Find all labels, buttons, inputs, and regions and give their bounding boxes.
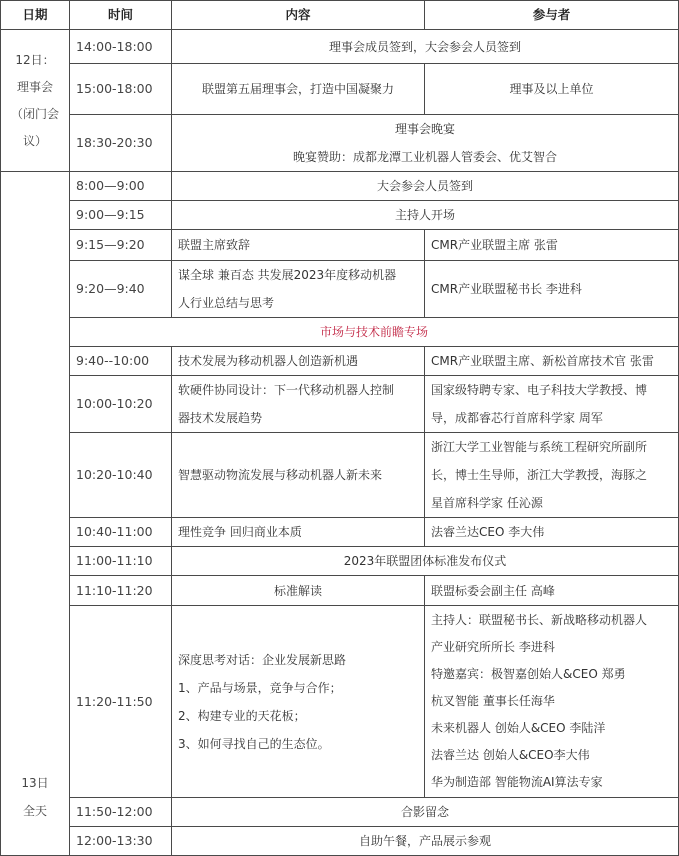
table-row bbox=[1, 172, 679, 201]
participants-cell bbox=[425, 376, 679, 433]
header-row bbox=[1, 1, 679, 30]
header-date: 日期 bbox=[1, 1, 70, 30]
content-cell: 联盟主席致辞 bbox=[172, 230, 425, 261]
content-line: 人行业总结与思考 bbox=[178, 296, 275, 310]
date-line: 议） bbox=[22, 133, 47, 148]
time-cell: 12:00-13:30 bbox=[70, 827, 172, 856]
content-cell: 合影留念 bbox=[172, 798, 679, 827]
table-row bbox=[1, 64, 679, 115]
table-row bbox=[1, 347, 679, 376]
participants-line: 特邀嘉宾：极智嘉创始人&CEO 郑勇 bbox=[431, 667, 626, 681]
participants-cell bbox=[425, 433, 679, 518]
content-cell bbox=[172, 115, 679, 172]
time-cell: 11:20-11:50 bbox=[70, 606, 172, 798]
content-line: 软硬件协同设计：下一代移动机器人控制 bbox=[178, 383, 395, 397]
table-row bbox=[1, 376, 679, 433]
table-row bbox=[1, 518, 679, 547]
participants-cell: CMR产业联盟主席 张雷 bbox=[425, 230, 679, 261]
section-row bbox=[1, 318, 679, 347]
participants-line: 导，成都睿芯行首席科学家 周军 bbox=[431, 411, 603, 425]
participants-cell: 理事及以上单位 bbox=[425, 64, 679, 115]
content-cell: 标准解读 bbox=[172, 576, 425, 606]
content-cell bbox=[172, 261, 425, 318]
time-cell: 15:00-18:00 bbox=[70, 64, 172, 115]
time-cell: 14:00-18:00 bbox=[70, 30, 172, 64]
time-cell: 8:00—9:00 bbox=[70, 172, 172, 201]
participants-line: 星首席科学家 任沁源 bbox=[431, 496, 543, 510]
content-cell: 理性竞争 回归商业本质 bbox=[172, 518, 425, 547]
time-cell: 9:40--10:00 bbox=[70, 347, 172, 376]
participants-line: 杭叉智能 董事长任海华 bbox=[431, 694, 555, 708]
participants-line: 国家级特聘专家、电子科技大学教授、博 bbox=[431, 383, 648, 397]
section-title: 市场与技术前瞻专场 bbox=[70, 318, 679, 347]
participants-cell: CMR产业联盟主席、新松首席技术官 张雷 bbox=[425, 347, 679, 376]
table-row bbox=[1, 576, 679, 606]
participants-cell: 法睿兰达CEO 李大伟 bbox=[425, 518, 679, 547]
time-cell: 10:40-11:00 bbox=[70, 518, 172, 547]
table-row bbox=[1, 547, 679, 576]
content-cell: 大会参会人员签到 bbox=[172, 172, 679, 201]
content-line: 深度思考对话：企业发展新思路 bbox=[178, 652, 347, 667]
table-row bbox=[1, 30, 679, 64]
table-row bbox=[1, 433, 679, 518]
participants-cell: 联盟标委会副主任 高峰 bbox=[425, 576, 679, 606]
header-time: 时间 bbox=[70, 1, 172, 30]
content-line: 理事会晚宴 bbox=[394, 122, 455, 136]
participants-line: 华为制造部 智能物流AI算法专家 bbox=[431, 775, 603, 789]
time-cell: 11:10-11:20 bbox=[70, 576, 172, 606]
participants-line: 长，博士生导师，浙江大学教授，海豚之 bbox=[431, 468, 648, 482]
participants-line: 未来机器人 创始人&CEO 李陆洋 bbox=[431, 721, 606, 735]
content-cell: 2023年联盟团体标准发布仪式 bbox=[172, 547, 679, 576]
time-cell: 18:30-20:30 bbox=[70, 115, 172, 172]
content-line: 1、产品与场景，竞争与合作； bbox=[178, 680, 342, 695]
participants-cell bbox=[425, 606, 679, 798]
date-line: 理事会 bbox=[16, 79, 53, 94]
content-line: 谋全球 兼百态 共发展2023年度移动机器 bbox=[178, 268, 397, 282]
time-cell: 10:20-10:40 bbox=[70, 433, 172, 518]
date-cell-day12 bbox=[1, 30, 70, 172]
table-row bbox=[1, 115, 679, 172]
content-line: 晚宴赞助：成都龙潭工业机器人管委会、优艾智合 bbox=[292, 150, 557, 164]
table-row bbox=[1, 827, 679, 856]
content-cell: 技术发展为移动机器人创造新机遇 bbox=[172, 347, 425, 376]
content-line: 3、如何寻找自己的生态位。 bbox=[178, 736, 330, 751]
table-row bbox=[1, 230, 679, 261]
content-cell: 自助午餐，产品展示参观 bbox=[172, 827, 679, 856]
table-row bbox=[1, 261, 679, 318]
participants-line: 产业研究所所长 李进科 bbox=[431, 640, 555, 654]
header-participants: 参与者 bbox=[425, 1, 679, 30]
table-row bbox=[1, 201, 679, 230]
date-line: 12日： bbox=[15, 52, 55, 67]
time-cell: 9:00—9:15 bbox=[70, 201, 172, 230]
content-line: 2、构建专业的天花板； bbox=[178, 708, 306, 723]
date-line: 13日 bbox=[21, 776, 49, 790]
time-cell: 9:15—9:20 bbox=[70, 230, 172, 261]
content-cell: 联盟第五届理事会，打造中国凝聚力 bbox=[172, 64, 425, 115]
table-row bbox=[1, 606, 679, 798]
time-cell: 11:00-11:10 bbox=[70, 547, 172, 576]
participants-line: 法睿兰达 创始人&CEO李大伟 bbox=[431, 748, 590, 762]
content-cell bbox=[172, 376, 425, 433]
date-line: （闭门会 bbox=[10, 106, 59, 121]
content-cell bbox=[172, 606, 425, 798]
table-row bbox=[1, 798, 679, 827]
participants-line: 浙江大学工业智能与系统工程研究所副所 bbox=[431, 440, 648, 454]
content-line: 器技术发展趋势 bbox=[178, 411, 263, 425]
time-cell: 9:20—9:40 bbox=[70, 261, 172, 318]
participants-cell: CMR产业联盟秘书长 李进科 bbox=[425, 261, 679, 318]
content-cell: 理事会成员签到，大会参会人员签到 bbox=[172, 30, 679, 64]
participants-line: 主持人：联盟秘书长、新战略移动机器人 bbox=[431, 613, 648, 627]
content-cell: 主持人开场 bbox=[172, 201, 679, 230]
date-line: 全天 bbox=[22, 804, 47, 818]
header-content: 内容 bbox=[172, 1, 425, 30]
content-cell: 智慧驱动物流发展与移动机器人新未来 bbox=[172, 433, 425, 518]
time-cell: 10:00-10:20 bbox=[70, 376, 172, 433]
date-cell-day13 bbox=[1, 172, 70, 856]
time-cell: 11:50-12:00 bbox=[70, 798, 172, 827]
